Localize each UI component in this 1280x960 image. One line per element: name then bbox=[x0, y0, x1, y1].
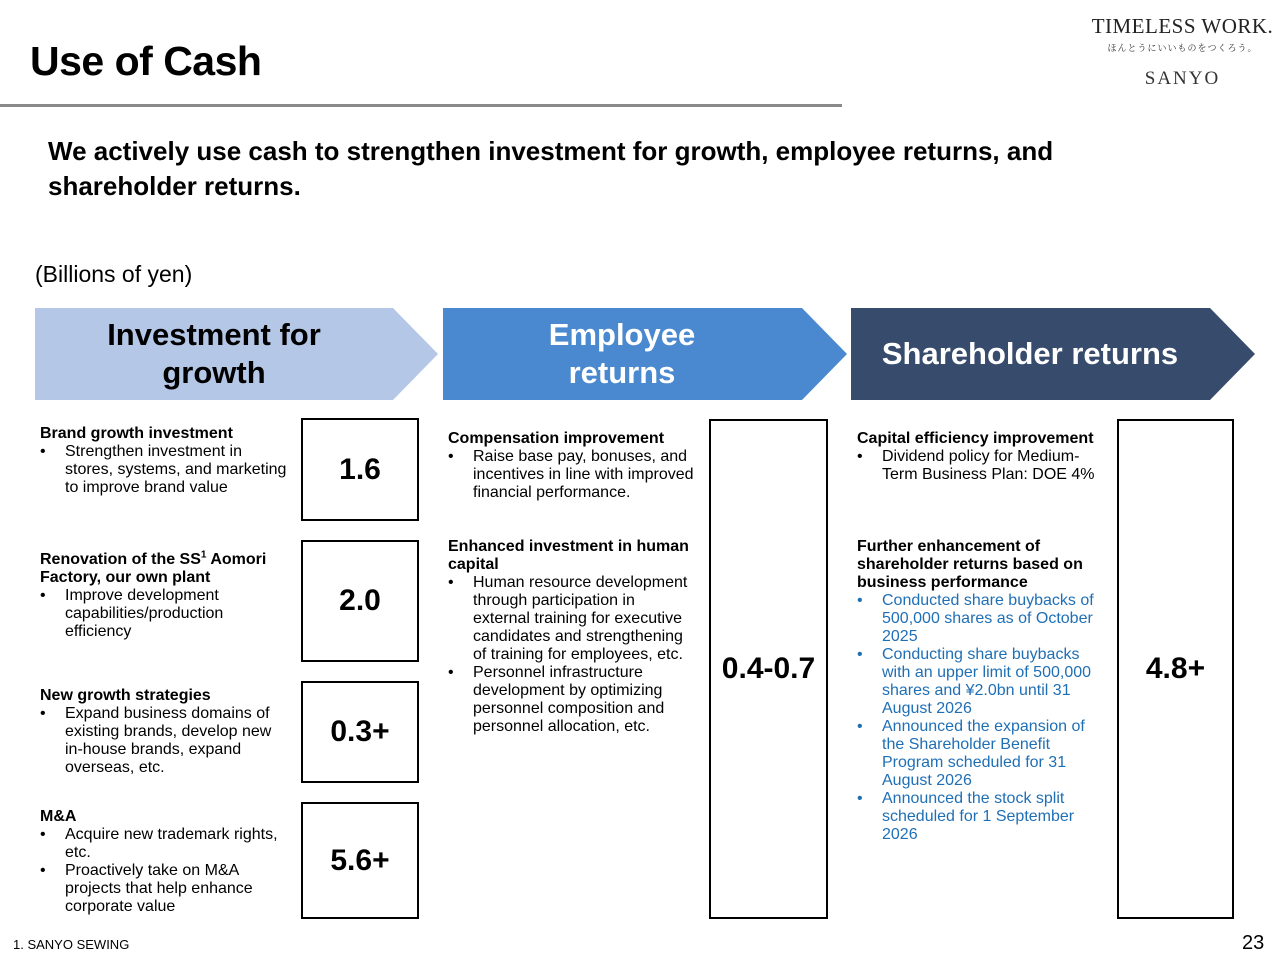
bullet-icon: • bbox=[40, 862, 46, 879]
footnote-marker: 1 bbox=[200, 549, 207, 561]
growth-item-brand bbox=[40, 425, 290, 497]
growth-item-renovation bbox=[40, 551, 270, 641]
shareholder-item-enhancement bbox=[857, 538, 1105, 844]
growth-label-line1: Investment for bbox=[107, 317, 321, 352]
bullet-icon: • bbox=[857, 718, 863, 735]
bullet-text: Announced the expansion of the Shareholder Benefit Program scheduled for 31 August 2026 bbox=[882, 718, 1085, 789]
bullet-icon: • bbox=[857, 448, 863, 465]
employee-item-compensation bbox=[448, 430, 696, 502]
growth-item-ma bbox=[40, 808, 285, 916]
growth-header-arrow bbox=[35, 308, 438, 400]
item-heading: Compensation improvement bbox=[448, 430, 665, 447]
bullet-item bbox=[857, 448, 1107, 484]
unit-label: (Billions of yen) bbox=[35, 261, 193, 287]
growth-value-box-brand: 1.6 bbox=[301, 418, 419, 521]
employee-value-box: 0.4-0.7 bbox=[709, 419, 828, 919]
bullet-item bbox=[857, 646, 1105, 718]
page-title: Use of Cash bbox=[30, 38, 262, 84]
bullet-text: Acquire new trademark rights, etc. bbox=[65, 826, 278, 861]
bullet-item bbox=[857, 718, 1105, 790]
bullet-icon: • bbox=[857, 790, 863, 807]
bullet-text: Conducted share buybacks of 500,000 shares as of October 2025 bbox=[882, 592, 1094, 645]
employee-label-line1: Employee bbox=[548, 317, 696, 352]
bullet-item bbox=[448, 448, 696, 502]
bullet-text: Improve development capabilities/production efficiency bbox=[65, 587, 224, 640]
bullet-item bbox=[857, 790, 1105, 844]
growth-value-box-ma: 5.6+ bbox=[301, 802, 419, 919]
bullet-item bbox=[40, 443, 290, 497]
logo-subtagline: ほんとうにいいものをつくろう。 bbox=[1107, 44, 1258, 54]
employee-item-human-capital bbox=[448, 538, 696, 736]
bullet-text: Strengthen investment in stores, systems, and marketing to improve brand value bbox=[65, 443, 287, 496]
item-heading bbox=[40, 551, 270, 587]
item-heading: M&A bbox=[40, 808, 77, 825]
growth-header-label bbox=[35, 308, 393, 400]
bullet-text: Human resource development through participation in external training for executive candidates and strengthening of training for employees, etc. bbox=[473, 574, 688, 663]
bullet-icon: • bbox=[40, 705, 46, 722]
bullet-icon: • bbox=[448, 448, 454, 465]
item-heading: Enhanced investment in human capital bbox=[448, 538, 689, 573]
heading-part: Renovation of the SS bbox=[40, 551, 201, 568]
bullet-icon: • bbox=[857, 592, 863, 609]
bullet-text: Announced the stock split scheduled for 1 September 2026 bbox=[882, 790, 1075, 843]
page-number: 23 bbox=[1242, 932, 1265, 954]
lead-statement: We actively use cash to strengthen investment for growth, employee returns, and shareholder returns. bbox=[48, 136, 1054, 201]
bullet-icon: • bbox=[40, 443, 46, 460]
item-heading: New growth strategies bbox=[40, 687, 211, 704]
logo-wordmark: SANYO bbox=[1144, 68, 1221, 89]
growth-value-box-renovation: 2.0 bbox=[301, 540, 419, 662]
shareholder-header-arrow bbox=[851, 308, 1255, 400]
heading-part: Aomori Factory, our own plant bbox=[40, 551, 267, 586]
shareholder-item-capital-efficiency bbox=[857, 430, 1107, 484]
bullet-text: Personnel infrastructure development by optimizing personnel composition and personnel allocation, etc. bbox=[473, 664, 665, 735]
bullet-item bbox=[40, 826, 285, 862]
item-heading: Brand growth investment bbox=[40, 425, 233, 442]
bullet-icon: • bbox=[448, 664, 454, 681]
company-logo bbox=[1090, 14, 1275, 90]
bullet-item bbox=[857, 592, 1105, 646]
title-underline bbox=[0, 104, 842, 107]
bullet-icon: • bbox=[40, 587, 46, 604]
bullet-text: Proactively take on M&A projects that help enhance corporate value bbox=[65, 862, 253, 915]
bullet-item bbox=[40, 862, 285, 916]
bullet-item bbox=[448, 664, 696, 736]
footnote: 1. SANYO SEWING bbox=[13, 937, 130, 952]
item-heading: Further enhancement of shareholder returns based on business performance bbox=[857, 538, 1083, 591]
employee-label-line2: returns bbox=[568, 355, 676, 390]
shareholder-value-box: 4.8+ bbox=[1117, 419, 1234, 919]
bullet-icon: • bbox=[448, 574, 454, 591]
bullet-item bbox=[448, 574, 696, 664]
shareholder-header-label: Shareholder returns bbox=[881, 336, 1179, 371]
bullet-text: Raise base pay, bonuses, and incentives in line with improved financial performance. bbox=[473, 448, 694, 501]
bullet-item bbox=[40, 587, 270, 641]
logo-tagline: TIMELESS WORK. bbox=[1091, 14, 1274, 38]
employee-header-arrow bbox=[443, 308, 847, 400]
bullet-item bbox=[40, 705, 285, 777]
employee-header-label bbox=[443, 308, 801, 400]
bullet-icon: • bbox=[857, 646, 863, 663]
bullet-text: Expand business domains of existing brands, develop new in-house brands, expand overseas, etc. bbox=[65, 705, 272, 776]
growth-label-line2: growth bbox=[162, 355, 266, 390]
item-heading: Capital efficiency improvement bbox=[857, 430, 1094, 447]
bullet-text: Dividend policy for Medium-Term Business Plan: DOE 4% bbox=[882, 448, 1095, 483]
bullet-text: Conducting share buybacks with an upper limit of 500,000 shares and ¥2.0bn until 31 August 2026 bbox=[882, 646, 1092, 717]
growth-value-box-strategies: 0.3+ bbox=[301, 681, 419, 783]
bullet-icon: • bbox=[40, 826, 46, 843]
growth-item-strategies bbox=[40, 687, 285, 777]
